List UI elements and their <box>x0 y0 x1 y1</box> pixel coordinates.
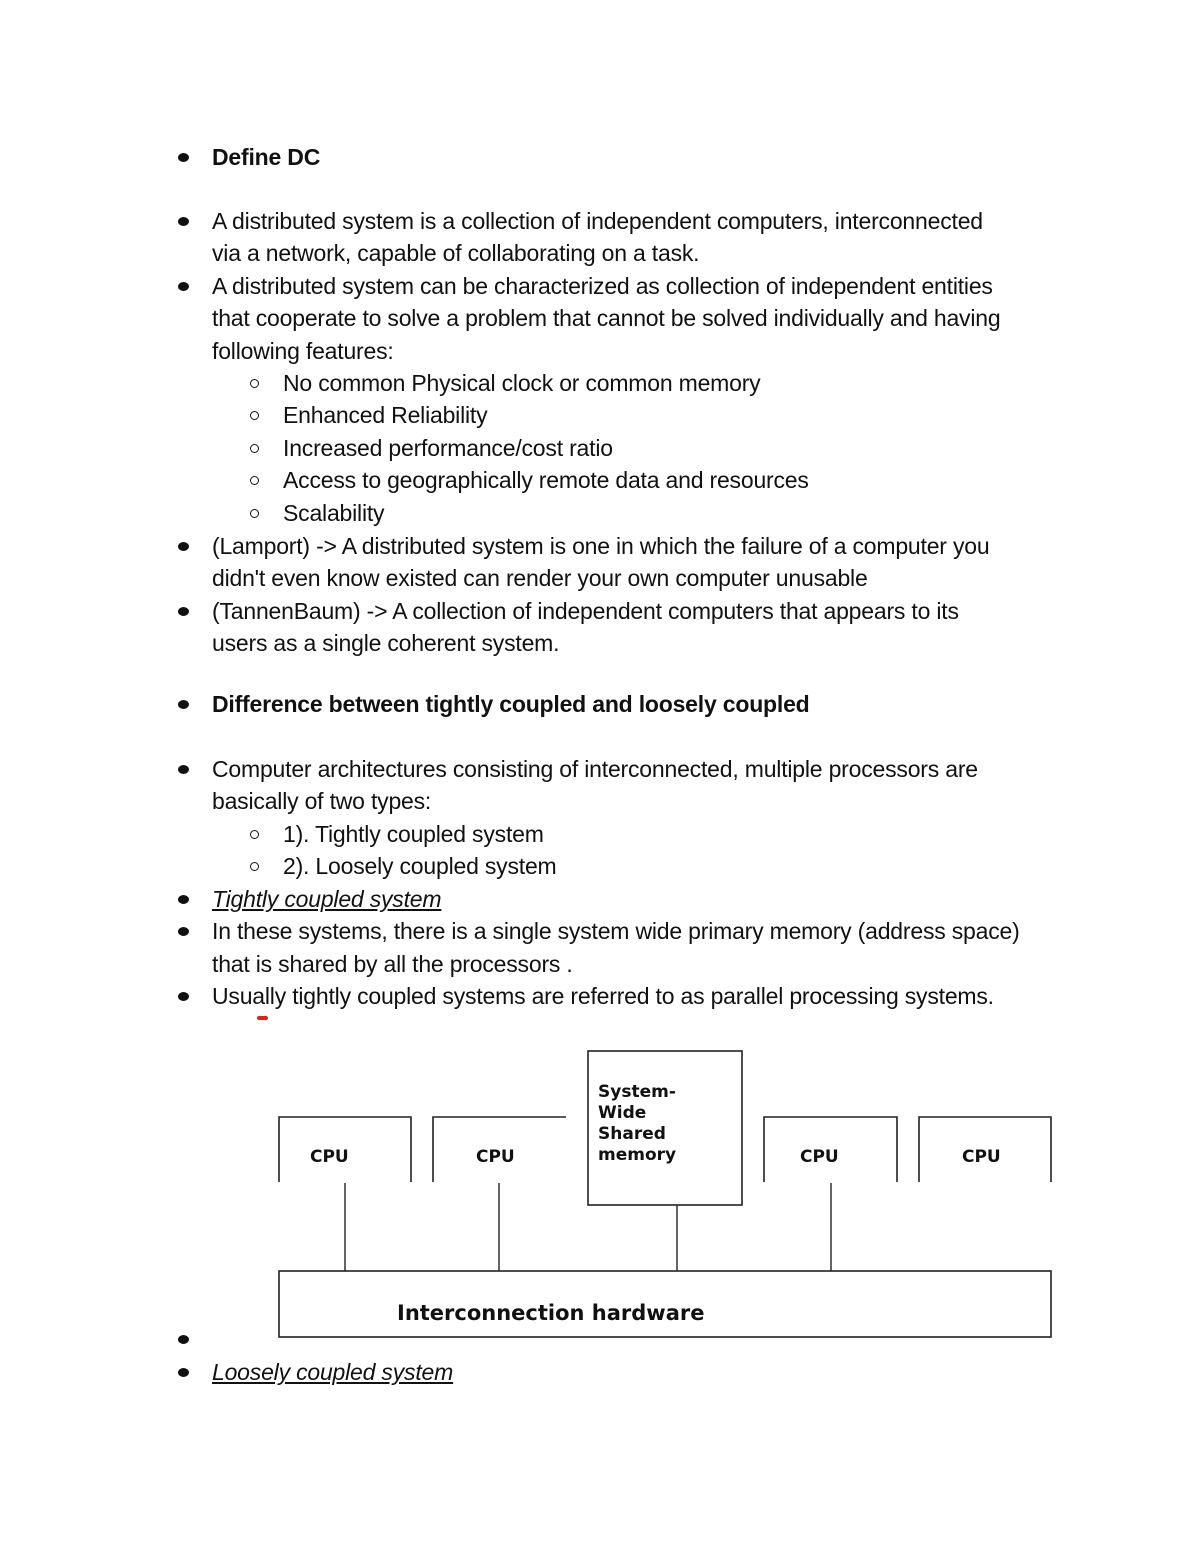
characterization-text: that cooperate to solve a problem that cannot be solved individually and having <box>212 305 1001 331</box>
tightly-coupled-heading: Tightly coupled system <box>212 886 442 912</box>
bullet-icon <box>178 1368 189 1377</box>
feature-item: Access to geographically remote data and resources <box>283 467 809 493</box>
feature-item: Increased performance/cost ratio <box>283 435 613 461</box>
tightly-coupled-usage: Usually tightly coupled systems are referred to as parallel processing systems. <box>212 983 994 1009</box>
tannenbaum-quote: users as a single coherent system. <box>212 630 560 656</box>
loosely-coupled-heading: Loosely coupled system <box>212 1359 454 1385</box>
tannenbaum-quote: (TannenBaum) -> A collection of independent computers that appears to its <box>212 598 959 624</box>
feature-item: Scalability <box>283 500 385 526</box>
cpu-label: CPU <box>476 1147 515 1167</box>
memory-label: Shared <box>598 1124 666 1144</box>
definition-text: A distributed system is a collection of independent computers, interconnected <box>212 208 983 234</box>
cpu-label: CPU <box>800 1147 839 1167</box>
type-item: 1). Tightly coupled system <box>283 821 544 847</box>
architecture-intro: Computer architectures consisting of interconnected, multiple processors are <box>212 756 978 782</box>
memory-label: Wide <box>598 1103 647 1123</box>
characterization-text: A distributed system can be characterized as collection of independent entities <box>212 273 993 299</box>
heading-coupling-difference: Difference between tightly coupled and loosely coupled <box>212 691 810 717</box>
memory-label: System- <box>598 1082 676 1102</box>
lamport-quote: (Lamport) -> A distributed system is one in which the failure of a computer you <box>212 533 990 559</box>
definition-text: via a network, capable of collaborating on a task. <box>212 240 700 266</box>
heading-define-dc: Define DC <box>212 144 321 170</box>
lamport-quote: didn't even know existed can render your own computer unusable <box>212 565 868 591</box>
tightly-coupled-description: In these systems, there is a single system wide primary memory (address space) <box>212 918 1020 944</box>
type-item: 2). Loosely coupled system <box>283 853 557 879</box>
feature-item: Enhanced Reliability <box>283 402 488 428</box>
memory-label: memory <box>598 1145 677 1165</box>
characterization-text: following features: <box>212 338 394 364</box>
cpu-label: CPU <box>962 1147 1001 1167</box>
architecture-intro: basically of two types: <box>212 788 432 814</box>
bullet-icon <box>178 1335 189 1344</box>
tightly-coupled-description: that is shared by all the processors . <box>212 951 573 977</box>
feature-item: No common Physical clock or common memory <box>283 370 761 396</box>
cpu-label: CPU <box>310 1147 349 1167</box>
interconnection-label: Interconnection hardware <box>397 1301 705 1325</box>
